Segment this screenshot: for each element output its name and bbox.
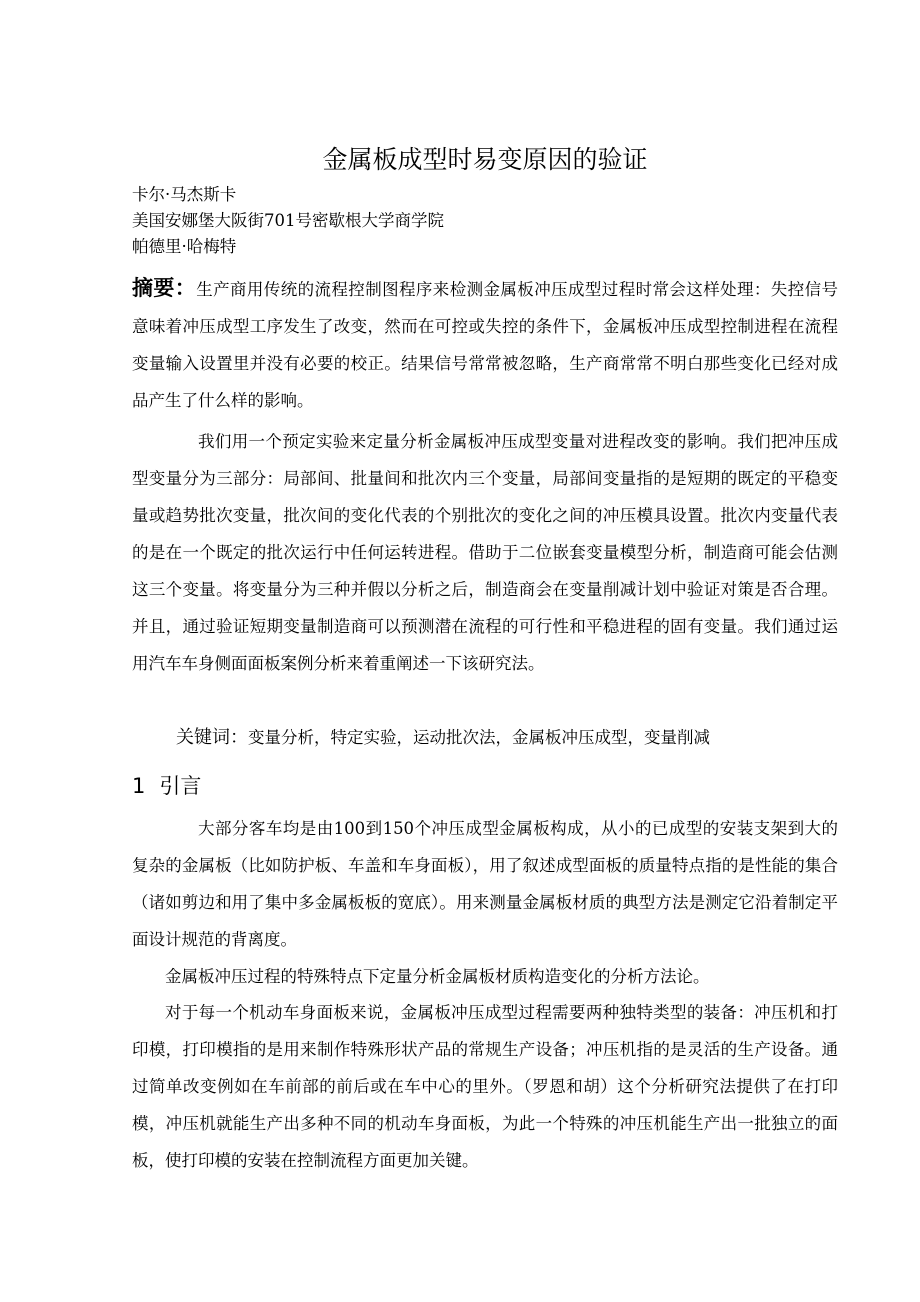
author-affiliation: 美国安娜堡大阪街701号密歇根大学商学院: [132, 211, 444, 230]
author-name-1: 卡尔·马杰斯卡: [132, 185, 237, 204]
section-number: 1: [132, 774, 146, 798]
document-title: 金属板成型时易变原因的验证: [322, 145, 648, 174]
abstract-label: 摘要：: [132, 276, 197, 300]
keywords-line: [176, 722, 710, 754]
keywords-text: 变量分析，特定实验，运动批次法，金属板冲压成型，变量削减: [248, 728, 710, 747]
abstract-paragraph-2: 我们用一个预定实验来定量分析金属板冲压成型变量对进程改变的影响。我们把冲压成型变量分为三部分：局部间、批量间和批次内三个变量，局部间变量指的是短期的既定的平稳变量或趋势批次变量，批次间的变化代表的个别批次的变化之间的冲压模具设置。批次内变量代表的是在一个既定的批次运行中任何运转进程。借助于二位嵌套变量模型分析，制造商可能会估测这三个变量。将变量分为三种并假以分析之后，制造商会在变量削减计划中验证对策是否合理。并且，通过验证短期变量制造商可以预测潜在流程的可行性和平稳进程的固有变量。我们通过运用汽车车身侧面面板案例分析来着重阐述一下该研究法。: [132, 432, 838, 673]
section-title: 引言: [159, 774, 202, 798]
keywords-label: 关键词：: [176, 727, 248, 748]
intro-paragraph-3: 对于每一个机动车身面板来说，金属板冲压成型过程需要两种独特类型的装备：冲压机和打印模，打印模指的是用来制作特殊形状产品的常规生产设备；冲压机指的是灵活的生产设备。通过简单改变例如在车前部的前后或在车中心的里外。（罗恩和胡）这个分析研究法提供了在打印模，冲压机就能生产出多种不同的机动车身面板，为此一个特殊的冲压机能生产出一批独立的面板，使打印模的安装在控制流程方面更加关键。: [132, 1003, 838, 1170]
intro-paragraph-2: 金属板冲压过程的特殊特点下定量分析金属板材质构造变化的分析方法论。: [165, 967, 710, 986]
author-block: [132, 182, 444, 260]
author-name-2: 帕德里·哈梅特: [132, 237, 237, 256]
abstract-paragraph: [132, 270, 838, 419]
abstract-text: 生产商用传统的流程控制图程序来检测金属板冲压成型过程时常会这样处理：失控信号意味着冲压成型工序发生了改变，然而在可控或失控的条件下，金属板冲压成型控制进程在流程变量输入设置里并没有必要的校正。结果信号常常被忽略，生产商常常不明白那些变化已经对成品产生了什么样的影响。: [132, 280, 839, 410]
section-heading: [132, 768, 201, 804]
intro-paragraph-1: 大部分客车均是由100到150个冲压成型金属板构成，从小的已成型的安装支架到大的复杂的金属板（比如防护板、车盖和车身面板），用了叙述成型面板的质量特点指的是性能的集合（诸如剪边和用了集中多金属板板的宽底）。用来测量金属板材质的典型方法是测定它沿着制定平面设计规范的背离度。: [132, 819, 838, 949]
